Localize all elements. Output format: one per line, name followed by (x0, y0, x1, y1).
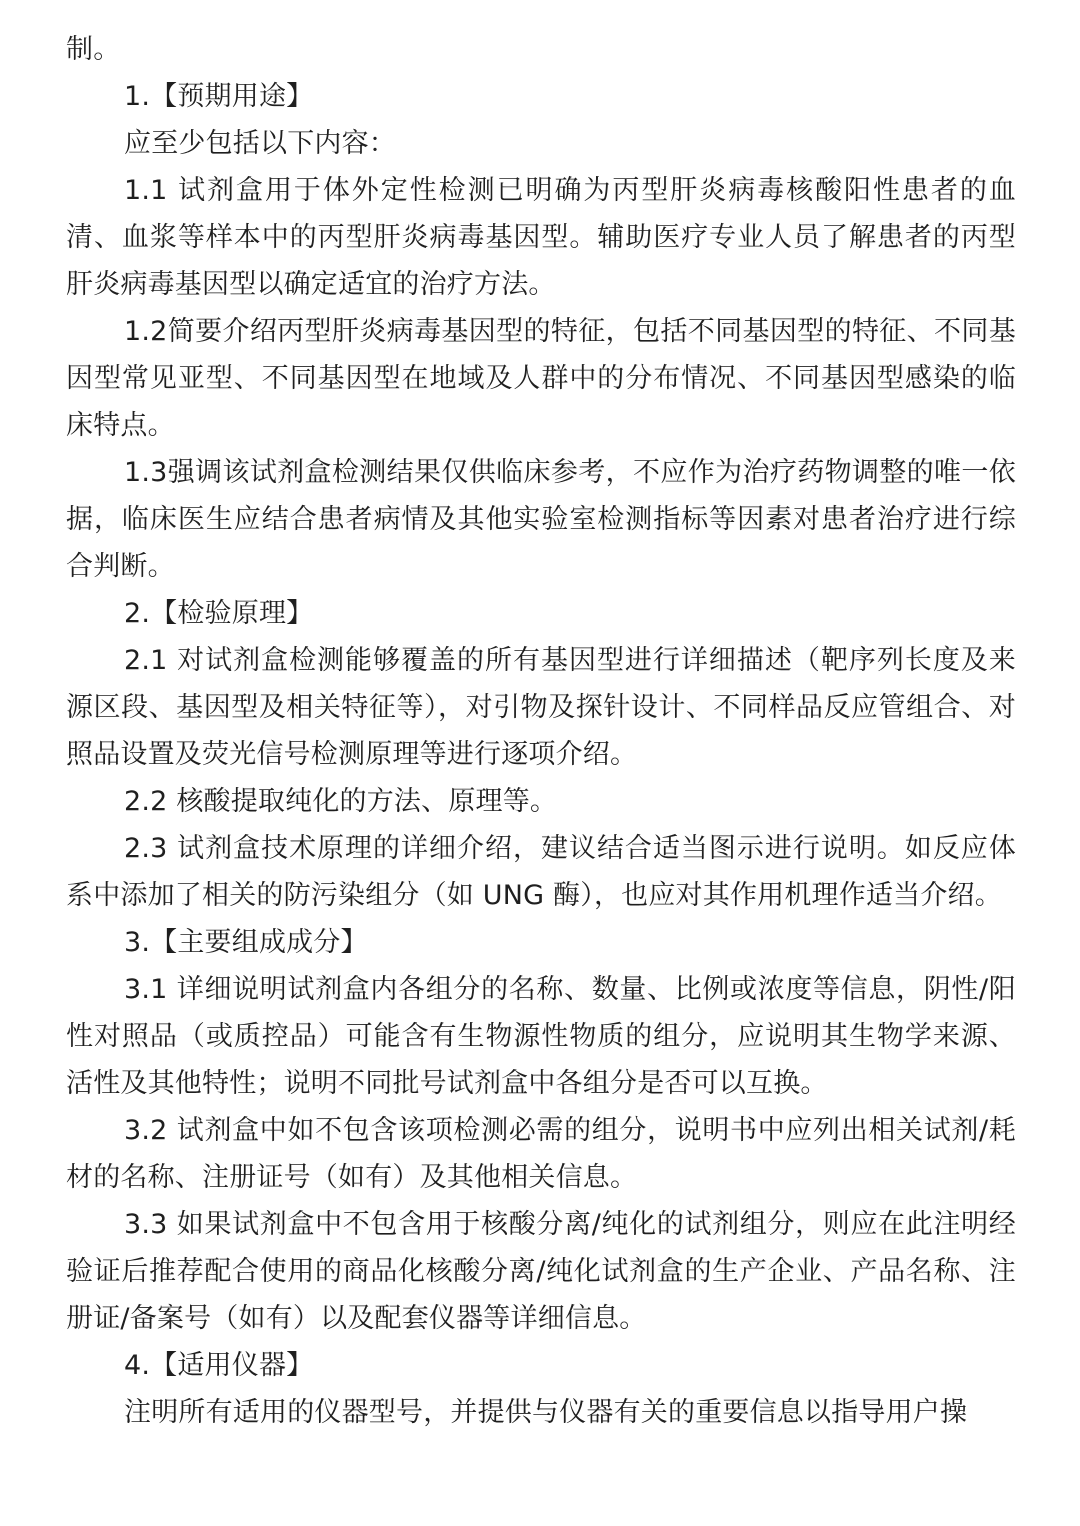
paragraph-2-2: 2.2 核酸提取纯化的方法、原理等。 (124, 786, 558, 817)
paragraph-1-2: 1.2简要介绍丙型肝炎病毒基因型的特征，包括不同基因型的特征、不同基因型常见亚型、不同基因型在地域及人群中的分布情况、不同基因型感染的临床特点。 (66, 316, 1016, 441)
paragraph-3-1: 3.1 详细说明试剂盒内各组分的名称、数量、比例或浓度等信息，阴性/阳性对照品（或质控品）可能含有生物源性物质的组分，应说明其生物学来源、活性及其他特性；说明不同批号试剂盒中各组分是否可以互换。 (66, 974, 1016, 1099)
document-body (66, 26, 1016, 1436)
paragraph-continuation: 制。 (66, 34, 121, 65)
paragraph-4-body: 注明所有适用的仪器型号，并提供与仪器有关的重要信息以指导用户操 (124, 1397, 968, 1428)
paragraph-1-3: 1.3强调该试剂盒检测结果仅供临床参考，不应作为治疗药物调整的唯一依据，临床医生应结合患者病情及其他实验室检测指标等因素对患者治疗进行综合判断。 (66, 457, 1016, 582)
section-heading-principle: 2.【检验原理】 (124, 598, 314, 629)
section-heading-components: 3.【主要组成成分】 (124, 927, 368, 958)
section-heading-intended-use: 1.【预期用途】 (124, 81, 314, 112)
paragraph-2-1: 2.1 对试剂盒检测能够覆盖的所有基因型进行详细描述（靶序列长度及来源区段、基因型及相关特征等），对引物及探针设计、不同样品反应管组合、对照品设置及荧光信号检测原理等进行逐项介绍。 (66, 645, 1016, 770)
paragraph-3-2: 3.2 试剂盒中如不包含该项检测必需的组分，说明书中应列出相关试剂/耗材的名称、注册证号（如有）及其他相关信息。 (66, 1115, 1016, 1193)
paragraph-intro: 应至少包括以下内容： (124, 128, 396, 159)
paragraph-1-1: 1.1 试剂盒用于体外定性检测已明确为丙型肝炎病毒核酸阳性患者的血清、血浆等样本中的丙型肝炎病毒基因型。辅助医疗专业人员了解患者的丙型肝炎病毒基因型以确定适宜的治疗方法。 (66, 175, 1016, 300)
paragraph-3-3: 3.3 如果试剂盒中不包含用于核酸分离/纯化的试剂组分，则应在此注明经验证后推荐配合使用的商品化核酸分离/纯化试剂盒的生产企业、产品名称、注册证/备案号（如有）以及配套仪器等详细信息。 (66, 1209, 1016, 1334)
section-heading-instruments: 4.【适用仪器】 (124, 1350, 314, 1381)
paragraph-2-3: 2.3 试剂盒技术原理的详细介绍，建议结合适当图示进行说明。如反应体系中添加了相关的防污染组分（如 UNG 酶），也应对其作用机理作适当介绍。 (66, 833, 1016, 911)
